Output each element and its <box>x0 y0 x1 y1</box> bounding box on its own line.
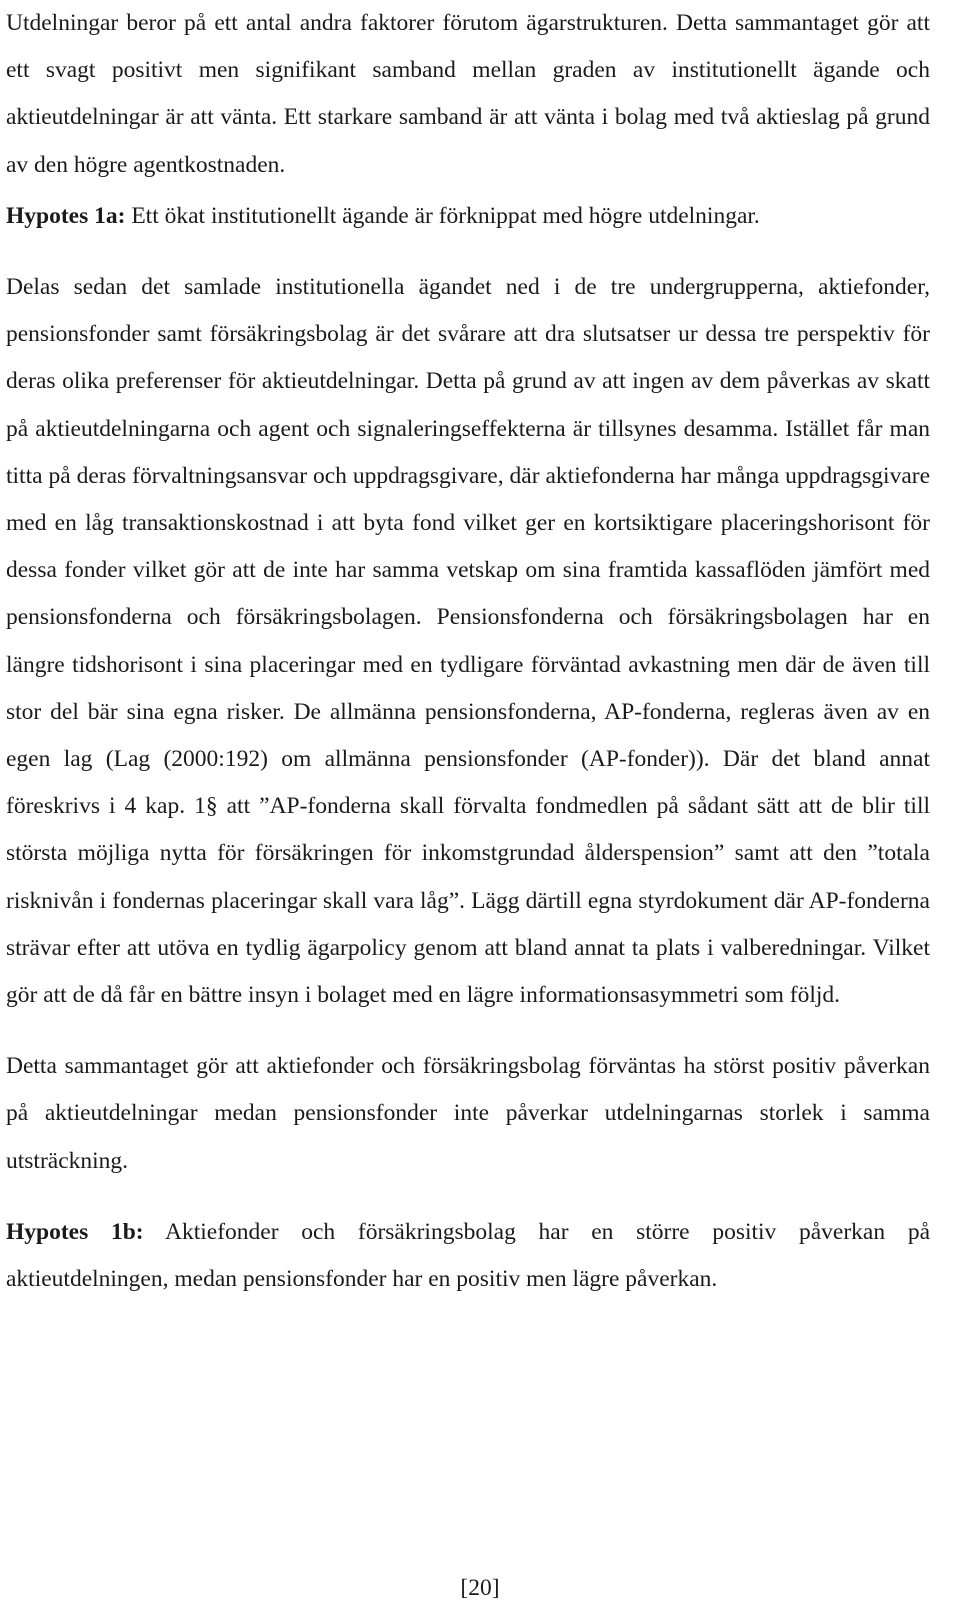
paragraph-subgroups: Delas sedan det samlade institutionella ägandet ned i de tre undergrupperna, aktiefonder, pensionsfonder samt försäkringsbolag är det svårare att dra slutsatser ur dessa tre perspektiv för deras olika preferenser för aktieutdelningar. Detta på grund av att ingen av dem påverkas av skatt på aktieutdelningarna och agent och signaleringseffekterna är tillsynes desamma. Istället får man titta på deras förvaltningsansvar och uppdragsgivare, där aktiefonderna har många uppdragsgivare med en låg transaktionskostnad i att byta fond vilket ger en kortsiktigare placeringshorisont för dessa fonder vilket gör att de inte har samma vetskap om sina framtida kassaflöden jämfört med pensionsfonderna och försäkringsbolagen. Pensionsfonderna och försäkringsbolagen har en längre tidshorisont i sina placeringar med en tydligare förväntad avkastning men där de även till stor del bär sina egna risker. De allmänna pensionsfonderna, AP-fonderna, regleras även av en egen lag (Lag (2000:192) om allmänna pensionsfonder (AP-fonder)). Där det bland annat föreskrivs i 4 kap. 1§ att ”AP-fonderna skall förvalta fondmedlen på sådant sätt att de blir till största möjliga nytta för försäkringen för inkomstgrundad ålderspension” samt att den ”totala risknivån i fondernas placeringar skall vara låg”. Lägg därtill egna styrdokument där AP-fonderna strävar efter att utöva en tydlig ägarpolicy genom att bland annat ta plats i valberedningar. Vilket gör att de då får en bättre insyn i bolaget med en lägre informationsasymmetri som följd. <box>6 274 930 1009</box>
page-number: [20] <box>460 1575 500 1601</box>
hypothesis-1a <box>6 193 930 240</box>
paragraph-conclusion: Detta sammantaget gör att aktiefonder och försäkringsbolag förväntas ha störst positiv påverkan på aktieutdelningar medan pensionsfonder inte påverkar utdelningarnas storlek i samma utsträckning. <box>6 1053 930 1174</box>
hypothesis-1b-text: Aktiefonder och försäkringsbolag har en större positiv påverkan på aktieutdelningen, medan pensionsfonder har en positiv men lägre påverkan. <box>6 1218 930 1293</box>
hypothesis-1b <box>6 1209 930 1303</box>
document-page <box>6 0 930 1303</box>
hypothesis-1a-label: Hypotes 1a: <box>6 202 126 229</box>
hypothesis-1a-text: Ett ökat institutionellt ägande är förknippat med högre utdelningar. <box>125 202 760 229</box>
hypothesis-1b-label: Hypotes 1b: <box>6 1218 144 1245</box>
paragraph-dividend-factors: Utdelningar beror på ett antal andra faktorer förutom ägarstrukturen. Detta sammantaget gör att ett svagt positivt men signifikant samband mellan graden av institutionellt ägande och aktieutdelningar är att vänta. Ett starkare samband är att vänta i bolag med två aktieslag på grund av den högre agentkostnaden. <box>6 10 930 178</box>
